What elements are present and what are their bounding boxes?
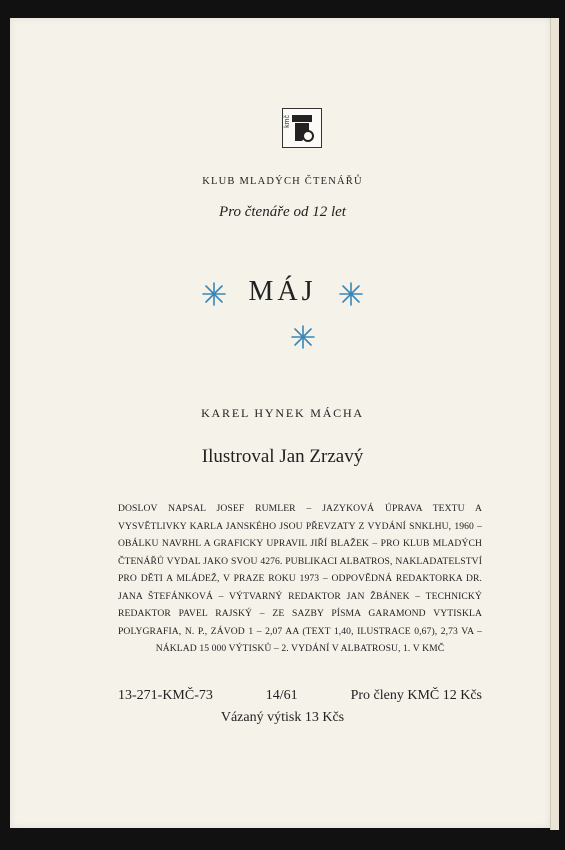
logo-text: kmč bbox=[283, 115, 291, 128]
code: 14/61 bbox=[265, 688, 298, 703]
bound-price: Vázaný výtisk 13 Kčs bbox=[220, 710, 345, 725]
asterisk-star-icon bbox=[290, 324, 316, 350]
author-name: KAREL HYNEK MÁCHA bbox=[201, 406, 364, 420]
footer-row bbox=[118, 688, 482, 704]
catalog-number: 13-271-KMČ-73 bbox=[118, 688, 213, 703]
member-price: Pro členy KMČ 12 Kčs bbox=[350, 688, 482, 703]
book-page bbox=[10, 18, 550, 828]
page-edge bbox=[550, 18, 559, 830]
audience-label: Pro čtenáře od 12 let bbox=[219, 204, 346, 220]
title-row bbox=[0, 276, 565, 308]
colophon-text: DOSLOV NAPSAL JOSEF RUMLER – JAZYKOVÁ ÚPRAVA TEXTU A VYSVĚTLIVKY KARLA JANSKÉHO JSOU PŘEVZATY Z VYDÁNÍ SNKLHU, 1960 – OBÁLKU NAVRHL A GRAFICKY UPRAVIL JIŘÍ BLAŽEK – PRO KLUB MLADÝCH ČTENÁŘŮ VYDAL JAKO SVOU 4276. PUBLIKACI ALBATROS, NAKLADATELSTVÍ PRO DĚTI A MLÁDEŽ, V PRAZE ROKU 1973 – ODPOVĚDNÁ REDAKTORKA DR. JANA ŠTEFÁNKOVÁ – VÝTVARNÝ REDAKTOR JAN ŽBÁNEK – TECHNICKÝ REDAKTOR PAVEL RAJSKÝ – ZE SAZBY PÍSMA GARAMOND VYTISKLA POLYGRAFIA, N. P., ZÁVOD 1 – 2,07 AA (TEXT 1,40, ILUSTRACE 0,67), 2,73 VA – NÁKLAD 15 000 VÝTISKŮ – 2. VYDÁNÍ V ALBATROSU, 1. V KMČ bbox=[118, 503, 482, 654]
book-title: MÁJ bbox=[248, 276, 317, 307]
illustrator-line: Ilustroval Jan Zrzavý bbox=[201, 446, 364, 467]
asterisk-star-icon bbox=[201, 281, 227, 307]
asterisk-star-icon bbox=[338, 281, 364, 307]
club-name: KLUB MLADÝCH ČTENÁŘŮ bbox=[202, 176, 363, 187]
kmc-logo-icon bbox=[282, 108, 322, 148]
